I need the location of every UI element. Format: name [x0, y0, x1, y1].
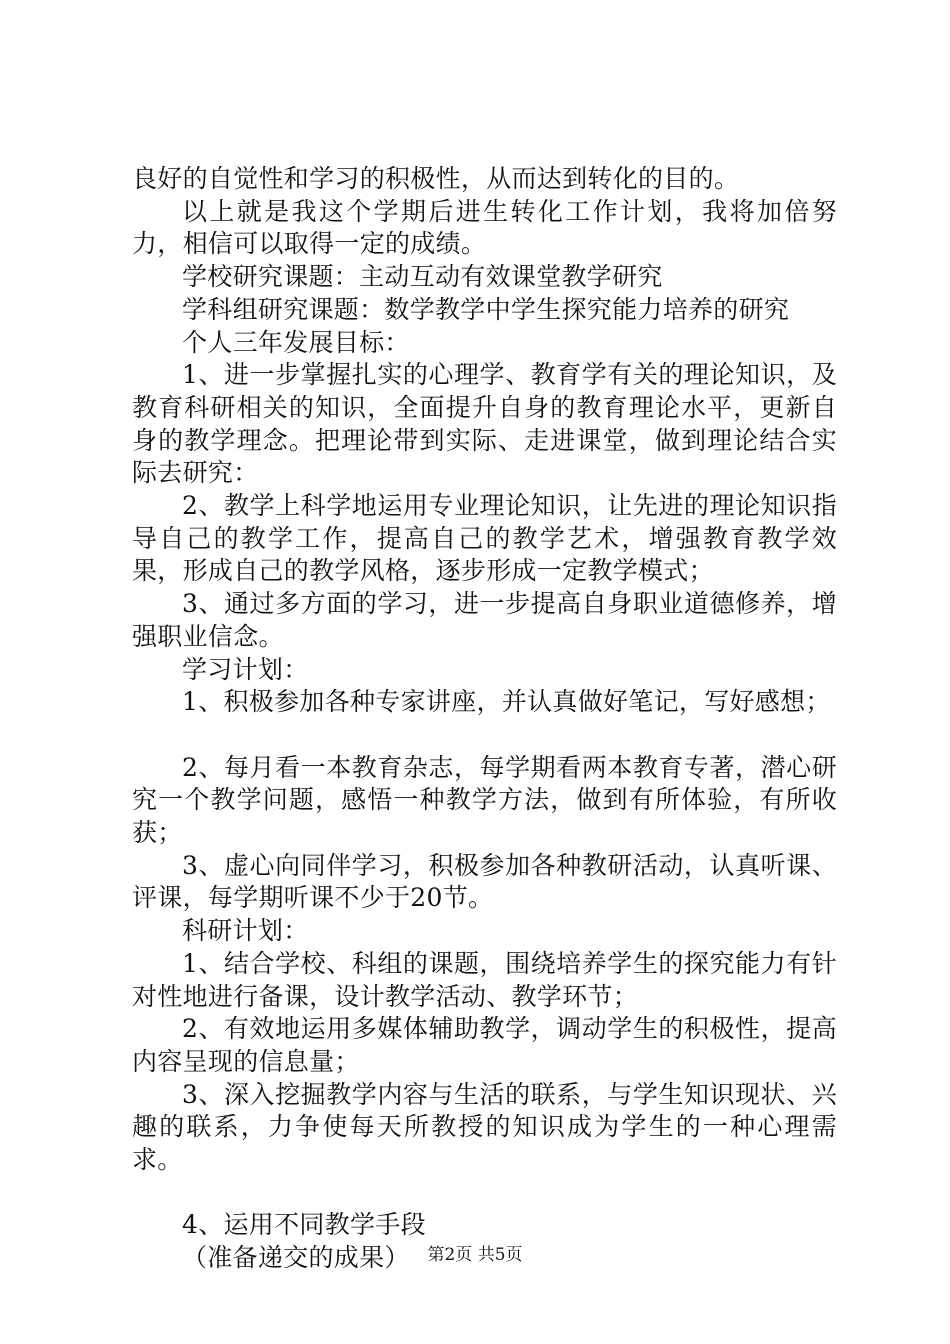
expected-results-label: （准备递交的成果） [182, 1243, 410, 1273]
study-item-2: 2、每月看一本教育杂志，每学期看两本教育专著，潜心研究一个教学问题，感悟一种教学方法，做到有所体验，有所收获； [132, 752, 837, 848]
group-research-topic: 学科组研究课题：数学教学中学生探究能力培养的研究 [182, 294, 790, 324]
blank-line [132, 719, 837, 752]
paragraph-conclusion: 以上就是我这个学期后进生转化工作计划，我将加倍努力，相信可以取得一定的成绩。 [132, 196, 837, 259]
section-heading-goals: 个人三年发展目标： [182, 327, 410, 357]
study-item-3: 3、虚心向同伴学习，积极参加各种教研活动，认真听课、评课，每学期听课不少于20节。 [132, 850, 837, 913]
study-item-1: 1、积极参加各种专家讲座，并认真做好笔记，写好感想； [182, 687, 831, 717]
school-research-topic: 学校研究课题：主动互动有效课堂教学研究 [182, 262, 663, 292]
paragraph-continuation: 良好的自觉性和学习的积极性，从而达到转化的目的。 [132, 164, 740, 193]
goal-item-1: 1、进一步掌握扎实的心理学、教育学有关的理论知识，及教育科研相关的知识，全面提升自身的教育理论水平，更新自身的教学理念。把理论带到实际、走进课堂，做到理论结合实际去研究： [132, 360, 837, 488]
page-number-footer: 第2页 共5页 [427, 1245, 523, 1265]
blank-line [132, 1177, 837, 1210]
goal-item-2: 2、教学上科学地运用专业理论知识，让先进的理论知识指导自己的教学工作，提高自己的教学艺术，增强教育教学效果，形成自己的教学风格，逐步形成一定教学模式； [132, 491, 837, 586]
goal-item-3: 3、通过多方面的学习，进一步提高自身职业道德修养，增强职业信念。 [132, 589, 837, 651]
research-item-4: 4、运用不同教学手段 [182, 1210, 426, 1240]
section-heading-study-plan: 学习计划： [182, 654, 309, 684]
research-item-2: 2、有效地运用多媒体辅助教学，调动学生的积极性，提高内容呈现的信息量； [132, 1014, 837, 1076]
research-item-3: 3、深入挖掘教学内容与生活的联系，与学生知识现状、兴趣的联系，力争使每天所教授的知识成为学生的一种心理需求。 [132, 1079, 837, 1175]
document-body [132, 163, 837, 1275]
section-heading-research-plan: 科研计划： [182, 916, 309, 946]
research-item-1: 1、结合学校、科组的课题，围绕培养学生的探究能力有针对性地进行备课，设计教学活动、教学环节； [132, 948, 837, 1011]
